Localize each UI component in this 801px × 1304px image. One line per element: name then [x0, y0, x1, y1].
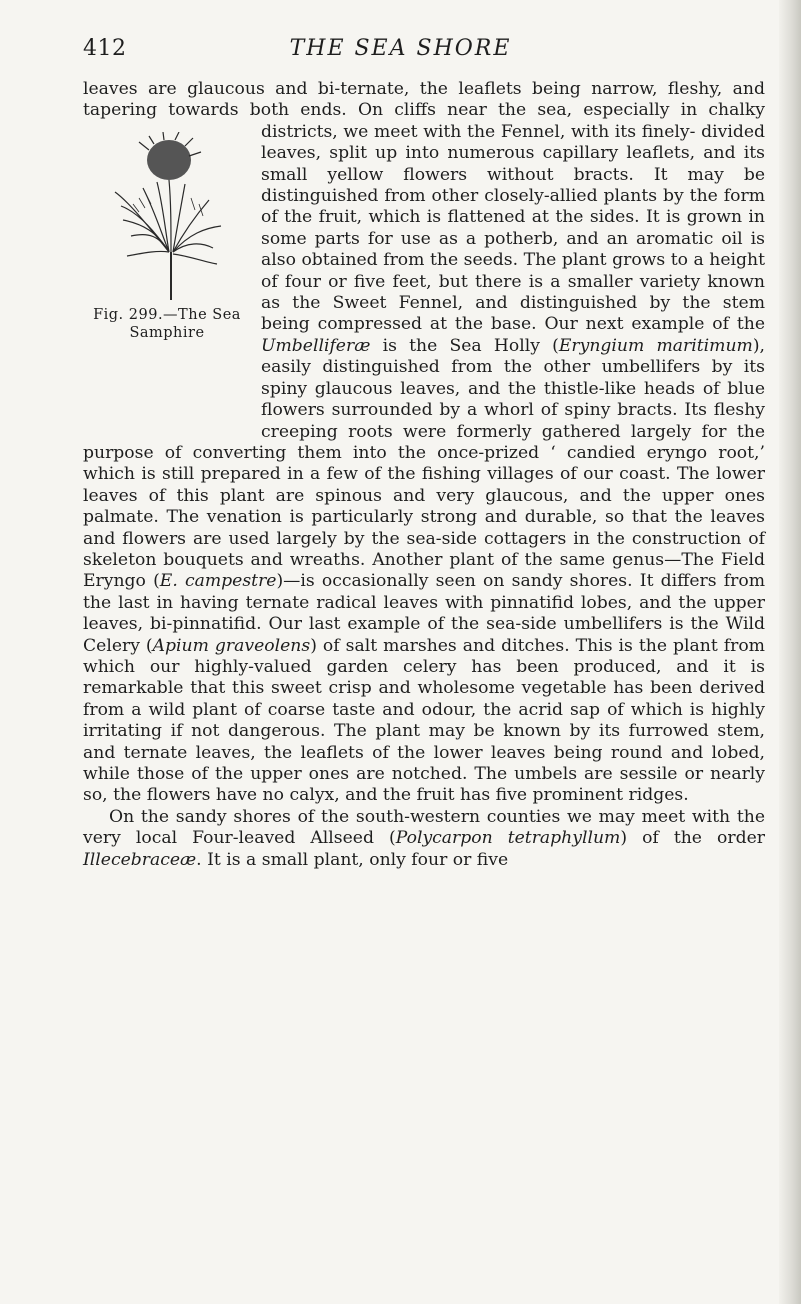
paragraph-2-part-c: . It is a small plant, only four or five — [196, 849, 509, 870]
paragraph-1-part-e: ) of salt marshes and ditches. This is the plant from which our highly-valued garden celery has been produced, and it is remarkable that this sweet crisp and wholesome vegetable has been derived from a wild plant of coarse taste and odour, the acrid sap of which is highly irritating if not dangerous. The plant may be known by its furrowed stem, and ternate leaves, the leaflets of the lower leaves being round and lobed, while those of the upper ones are notched. The umbels are sessile or nearly so, the flowers have no calyx, and the fruit has five prominent ridges. — [83, 635, 765, 806]
figure-sea-samphire — [83, 122, 251, 422]
page-binding-shadow — [779, 0, 801, 1304]
italic-apium-graveolens: Apium graveolens — [152, 635, 311, 656]
italic-umbelliferae: Umbelliferæ — [261, 335, 371, 356]
figure-caption-line-1: Fig. 299.—The Sea — [93, 306, 241, 323]
figure-caption — [83, 306, 251, 342]
flower-cluster-icon — [139, 132, 201, 180]
paragraph-1-lead: leaves are glaucous and bi-ternate, the leaflets being narrow, fleshy, and tapering towards both ends. On cliffs near the sea, especially in chalky districts, we meet with the Fennel, with its finely- — [83, 79, 765, 142]
paragraph-1-part-d: )—is occasionally seen on sandy shores. It differs from the last in having ternate radical leaves with pinnatifid lobes, and the upper leaves, bi-pinnatifid. Our last example of the sea-side umbellifers is the Wild Celery ( — [83, 571, 766, 656]
italic-eryngium-maritimum: Eryngium maritimum — [558, 335, 753, 356]
page-number: 412 — [83, 36, 127, 61]
figure-caption-line-2: Samphire — [129, 324, 205, 341]
italic-e-campestre: E. campestre — [159, 571, 277, 592]
italic-illecebraceae: Illecebraceæ — [83, 849, 197, 870]
running-title: THE SEA SHORE — [289, 36, 512, 61]
paragraph-2 — [83, 807, 765, 871]
paragraph-1-part-a: divided leaves, split up into numerous capillary leaflets, and its small yellow flowers without bracts. It may be distinguished from other closely-allied plants by the form of the fruit, which is flattened at the sides. It is grown in some parts for use as a potherb, and an aromatic oil is also obtained from the seeds. The plant grows to a height of four or five feet, but there is a smaller variety known as the Sweet Fennel, and distinguished by the stem being compressed at the base. Our next example of the — [261, 121, 765, 335]
page-header — [0, 36, 801, 66]
paragraph-1-part-b: is the Sea Holly ( — [370, 335, 559, 356]
sea-samphire-illustration — [109, 132, 229, 302]
body-text — [83, 79, 765, 871]
paragraph-1-part-c: ), easily distinguished from the other umbellifers by its spiny glaucous leaves, and the thistle-like heads of blue flowers surrounded by a whorl of spiny bracts. Its fleshy creeping roots were formerly gathered largely for the purpose of converting them into the once-prized ‘ candied eryngo root,’ which is still prepared in a few of the fishing villages of our coast. The lower leaves of this plant are spinous and very glaucous, and the upper ones palmate. The venation is particularly strong and durable, so that the leaves and flowers are used largely by the sea-side cottagers in the construction of skeleton bouquets and wreaths. Another plant of the same genus—The Field Eryngo ( — [83, 335, 765, 592]
paragraph-2-part-a: On the sandy shores of the south-western counties we may meet with the very local Four-leaved Allseed ( — [83, 806, 765, 849]
italic-polycarpon-tetraphyllum: Polycarpon tetraphyllum — [395, 828, 621, 849]
paragraph-1 — [83, 79, 765, 807]
paragraph-2-part-b: ) of the order — [620, 828, 765, 849]
